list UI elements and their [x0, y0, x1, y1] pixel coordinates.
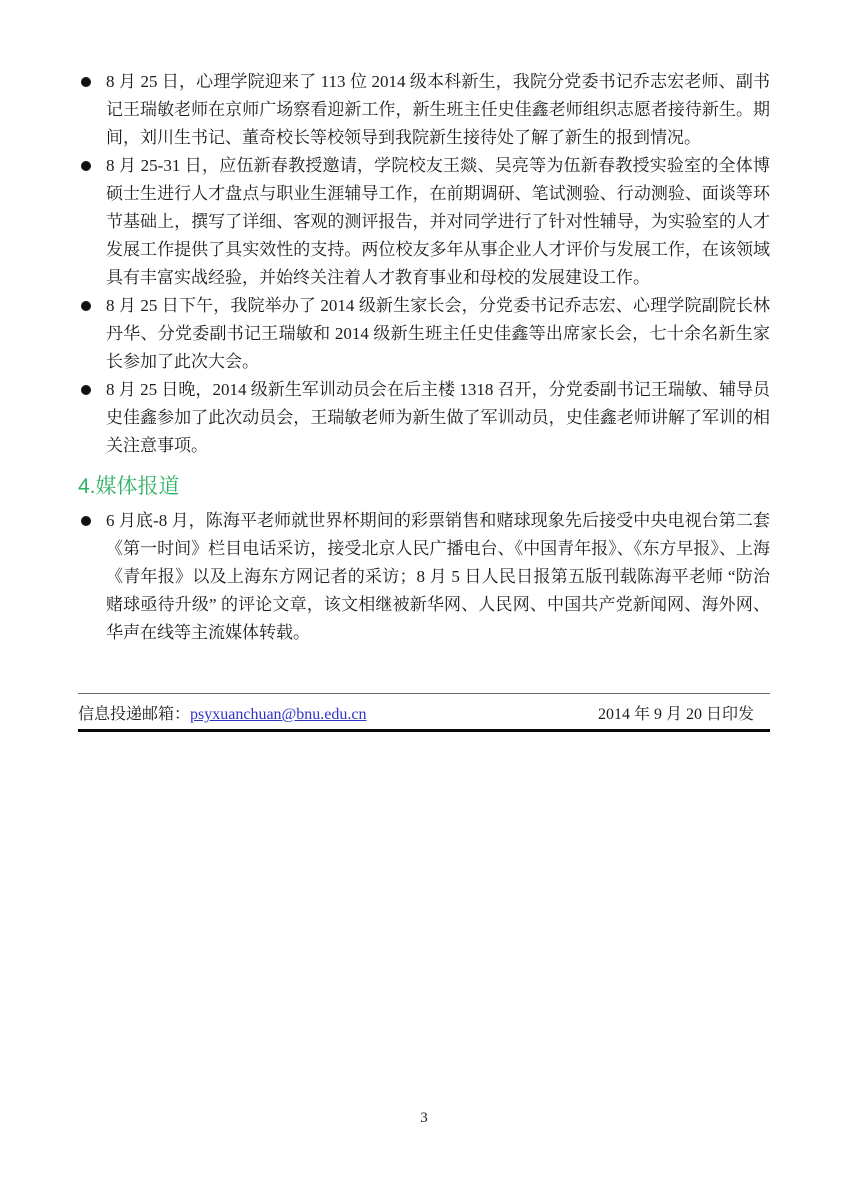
bullet-icon [81, 161, 91, 171]
media-item [78, 507, 770, 647]
mailbox-label: 信息投递邮箱： [78, 706, 191, 723]
issue-date: 2014 年 9 月 20 日印发 [597, 706, 754, 723]
news-item-text: 8 月 25 日晚，2014 级新生军训动员会在后主楼 1318 召开，分党委副书记王瑞敏、辅导员史佳鑫参加了此次动员会，王瑞敏老师为新生做了军训动员，史佳鑫老师讲解了军训的相关注意事项。 [106, 380, 770, 455]
news-item [78, 152, 770, 292]
bullet-icon [81, 77, 91, 87]
page-number: 3 [420, 1110, 428, 1126]
news-item-text: 8 月 25 日，心理学院迎来了 113 位 2014 级本科新生，我院分党委书记乔志宏老师、副书记王瑞敏老师在京师广场察看迎新工作，新生班主任史佳鑫老师组织志愿者接待新生。期间，刘川生书记、董奇校长等校领导到我院新生接待处了解了新生的报到情况。 [106, 72, 770, 147]
section-heading-media-coverage: 4.媒体报道 [78, 475, 180, 498]
news-bullet-list [78, 68, 770, 460]
bullet-icon [81, 301, 91, 311]
news-item-text: 8 月 25-31 日，应伍新春教授邀请，学院校友王燚、吴亮等为伍新春教授实验室的全体博硕士生进行人才盘点与职业生涯辅导工作，在前期调研、笔试测验、行动测验、面谈等环节基础上，撰写了详细、客观的测评报告，并对同学进行了针对性辅导，为实验室的人才发展工作提供了具实效性的支持。两位校友多年从事企业人才评价与发展工作，在该领域具有丰富实战经验，并始终关注着人才教育事业和母校的发展建设工作。 [106, 156, 770, 287]
bullet-icon [81, 385, 91, 395]
news-item [78, 292, 770, 376]
media-item-text: 6 月底-8 月，陈海平老师就世界杯期间的彩票销售和赌球现象先后接受中央电视台第二套《第一时间》栏目电话采访，接受北京人民广播电台、《中国青年报》、《东方早报》、上海《青年报》以及上海东方网记者的采访；8 月 5 日人民日报第五版刊载陈海平老师 “防治赌球亟待升级” 的评论文章，该文相继被新华网、人民网、中国共产党新闻网、海外网、华声在线等主流媒体转载。 [106, 511, 770, 642]
footer-mailbox [78, 701, 366, 729]
footer [78, 694, 770, 732]
news-item [78, 68, 770, 152]
news-item [78, 376, 770, 460]
bullet-icon [81, 516, 91, 526]
media-bullet-list [78, 507, 770, 647]
news-item-text: 8 月 25 日下午，我院举办了 2014 级新生家长会，分党委书记乔志宏、心理学院副院长林丹华、分党委副书记王瑞敏和 2014 级新生班主任史佳鑫等出席家长会，七十余名新生家长参加了此次大会。 [106, 296, 770, 371]
mailbox-email-link[interactable]: psyxuanchuan@bnu.edu.cn [190, 706, 367, 723]
